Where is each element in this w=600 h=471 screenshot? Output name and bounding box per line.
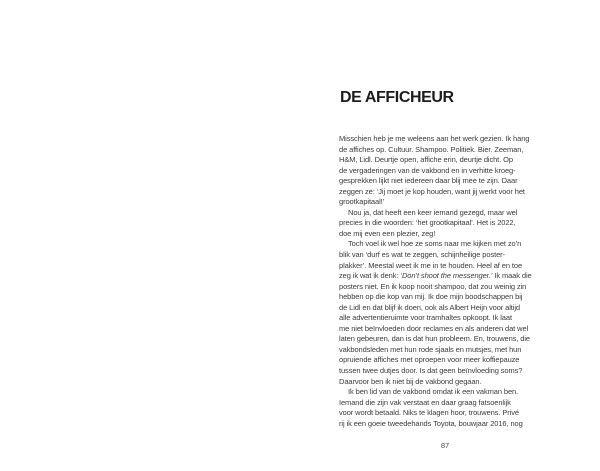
text-line: posters niet. En ik koop nooit shampoo, dat zou weinig zin (339, 281, 527, 291)
italic-text: ‘Don’t shoot the messenger.’ (400, 271, 493, 281)
text-line: Daarvoor ben ik niet bij de vakbond gegaan. (339, 376, 482, 386)
body-text (339, 134, 551, 429)
text-line: de affiches op. Cultuur. Shampoo. Politiek. Bier. Zeeman, (339, 144, 524, 154)
text-line: voor wordt betaald. Niks te klagen hoor, trouwens. Privé (339, 408, 519, 418)
text-line: tussen twee dutjes door. Is dat geen beïnvloeding soms? (339, 366, 523, 376)
text-line: H&M, Lidl. Deurtje open, affiche erin, deurtje dicht. Op (339, 155, 513, 165)
paragraph (339, 387, 551, 429)
text-line: doe mij even een plezier, zeg! (339, 228, 436, 238)
text-line: gesprekken lijkt niet iedereen daar blij mee te zijn. Daar (339, 176, 518, 186)
text-line: grootkapitaal!’ (339, 197, 385, 207)
text-line: vakbondsleden met hun rode sjaals en mutsjes, met hun (339, 344, 522, 354)
text-line: Ik ben lid van de vakbond omdat ik een vakman ben. (348, 387, 519, 397)
text-line: Iemand die zijn vak verstaat en daar graag fatsoenlijk (339, 397, 511, 407)
text-line: laten gebeuren, dan is dat hun probleem. En, trouwens, die (339, 334, 530, 344)
text-line: Nou ja, dat heeft een keer iemand gezegd, maar wel (348, 207, 518, 217)
text-line: precies in die woorden: ‘het grootkapitaal’. Het is 2022, (339, 218, 516, 228)
text-line: me niet beïnvloeden door reclames en als anderen dat wel (339, 323, 529, 333)
text-line: rij ik een goeie tweedehands Toyota, bouwjaar 2016, nog (339, 418, 523, 428)
chapter-title: DE AFFICHEUR (340, 88, 454, 106)
paragraph (339, 239, 551, 387)
text-line: zeg ik wat ik denk: ‘Don’t shoot the messenger.’ Ik maak die (339, 271, 532, 281)
text-line: zeggen ze: ‘Jij moet je kop houden, want jij werkt voor het (339, 186, 525, 196)
text-line: alle advertentieruimte voor tramhaltes opkoopt. Ik laat (339, 313, 512, 323)
page-number: 87 (440, 441, 450, 450)
text-line: Toch voel ik wel hoe ze soms naar me kijken met zo’n (348, 239, 522, 249)
text-line: hebben op die kop van mij. Ik doe mijn boodschappen bij (339, 292, 523, 302)
text-line: de vergaderingen van de vakbond en in verhitte kroeg- (339, 165, 516, 175)
paragraph (339, 208, 551, 240)
paragraph (339, 134, 551, 208)
text-line: de Lidl en dat blijf ik doen, ook als Albert Heijn voor altijd (339, 302, 520, 312)
text-line: blik van ‘durf es wat te zeggen, schijnheilige poster- (339, 250, 505, 260)
text-line: Misschien heb je me weleens aan het werk gezien. Ik hang (339, 134, 530, 143)
text-line: opruiende affiches met oproepen voor meer koffiepauze (339, 355, 520, 365)
text-line: plakker’. Meestal weet ik me in te houden. Heel af en toe (339, 260, 523, 270)
